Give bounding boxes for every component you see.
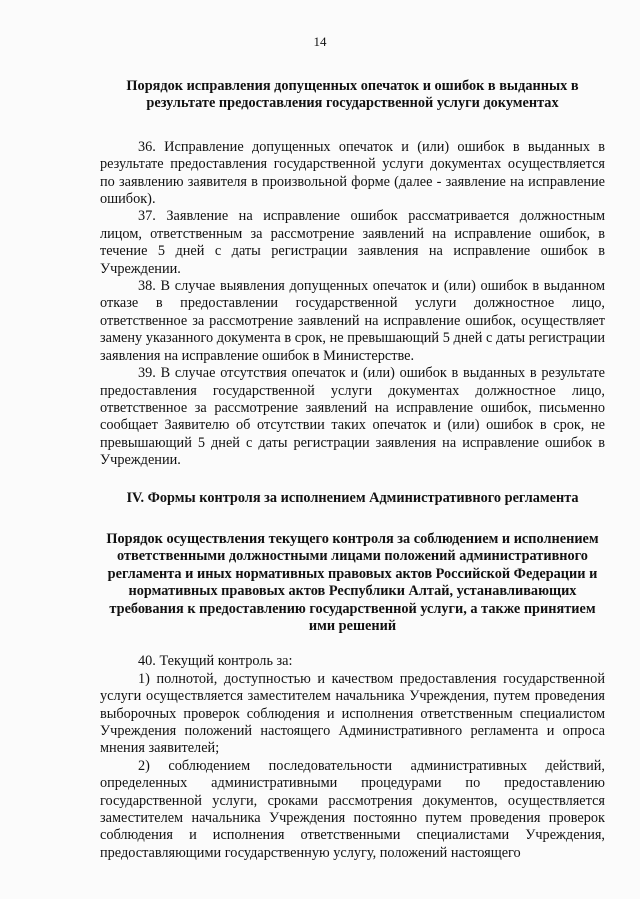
heading-error-correction: Порядок исправления допущенных опечаток и ошибок в выданных в результате предоставления государственной услуги документах — [126, 78, 579, 112]
page-content — [100, 78, 605, 862]
paragraph-group-1 — [100, 139, 605, 470]
heading-current-control: Порядок осуществления текущего контроля за соблюдением и исполнением ответственными должностными лицами положений административного регламента и иных нормативных правовых актов Российской Федерации и нормативных правовых актов Республики Алтай, устанавливающих требования к предоставлению государственной услуги, а также принятием ими решений — [106, 530, 599, 634]
paragraph-40: 40. Текущий контроль за: — [138, 653, 293, 670]
paragraph-39: 39. В случае отсутствия опечаток и (или) ошибок в выданных в результате предоставления государственной услуги документах должностное лицо, ответственное за рассмотрение заявлений на исправление ошибок, письменно сообщает Заявителю об отсутствии таких опечаток и (или) ошибок в срок, не превышающий 5 дней с даты регистрации заявления на исправление ошибок в Учреждении. — [100, 365, 605, 469]
section-title: IV. Формы контроля за исполнением Административного регламента — [126, 489, 579, 506]
paragraph-37: 37. Заявление на исправление ошибок рассматривается должностным лицом, ответственным за рассмотрение заявлений на исправление ошибок, в течение 5 дней с даты регистрации заявления на исправление ошибок в Учреждении. — [100, 208, 605, 277]
paragraph-group-2 — [100, 653, 605, 862]
paragraph-38: 38. В случае выявления допущенных опечаток и (или) ошибок в выданном отказе в предоставлении государственной услуги должностное лицо, ответственное за рассмотрение заявлений на исправление ошибок, осуществляет замену указанного документа в срок, не превышающий 5 дней с даты регистрации заявления на исправление ошибок в Министерстве. — [100, 278, 605, 364]
paragraph-36: 36. Исправление допущенных опечаток и (или) ошибок в выданных в результате предоставления государственной услуги документах осуществляется по заявлению заявителя в произвольной форме (далее - заявление на исправление ошибок). — [100, 138, 605, 208]
paragraph-40-item-2: 2) соблюдением последовательности административных действий, определенных административными процедурами по предоставлению государственной услуги, сроками рассмотрения документов, осуществляется заместителем начальника Учреждения постоянно путем проведения проверок соблюдения и исполнения ответственными специалистами Учреждения, предоставляющими государственную услугу, положений настоящего — [100, 757, 605, 861]
page-number: 14 — [313, 34, 327, 49]
paragraph-40-item-1: 1) полнотой, доступностью и качеством предоставления государственной услуги осуществляется заместителем начальника Учреждения, путем проведения выборочных проверок соблюдения и исполнения ответственным специалистом Учреждения положений настоящего Административного регламента и опроса мнения заявителей; — [100, 670, 605, 757]
